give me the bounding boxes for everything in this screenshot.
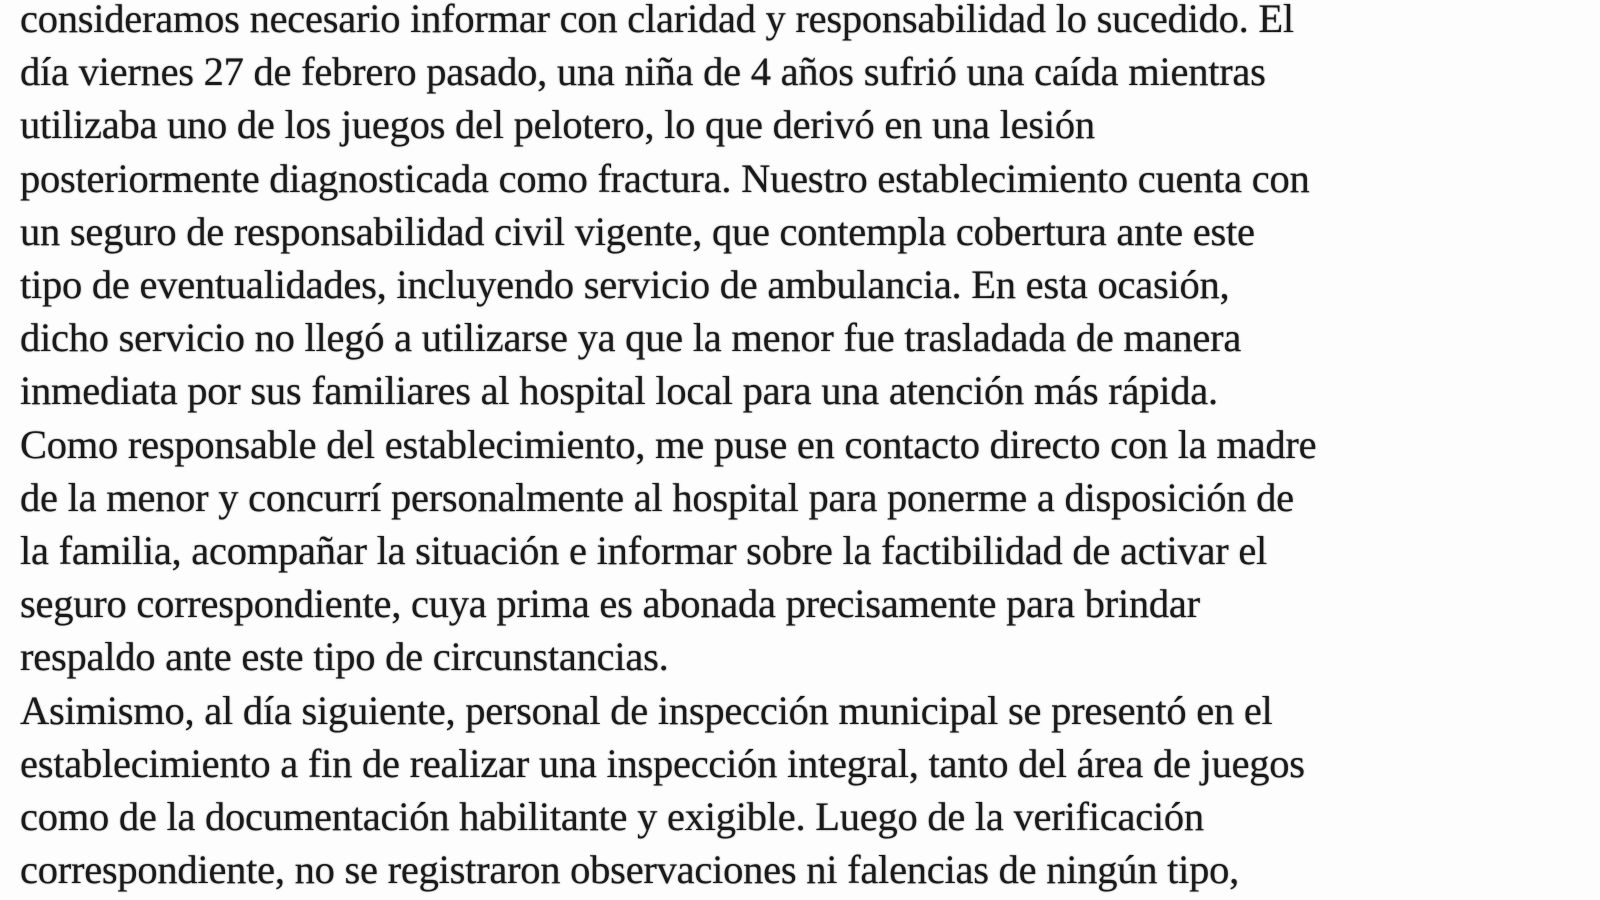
text-line: de la menor y concurrí personalmente al hospital para ponerme a disposición de	[20, 474, 1294, 520]
text-line: posteriormente diagnosticada como fractura. Nuestro establecimiento cuenta con	[20, 155, 1310, 201]
text-line: inmediata por sus familiares al hospital local para una atención más rápida.	[20, 368, 1218, 414]
text-line: día viernes 27 de febrero pasado, una niña de 4 años sufrió una caída mientras	[20, 49, 1266, 95]
text-line: correspondiente, no se registraron observaciones ni falencias de ningún tipo,	[20, 847, 1239, 893]
text-line: respaldo ante este tipo de circunstancias.	[20, 634, 669, 680]
text-line: tipo de eventualidades, incluyendo servicio de ambulancia. En esta ocasión,	[20, 262, 1230, 308]
text-line: la familia, acompañar la situación e informar sobre la factibilidad de activar el	[20, 528, 1268, 574]
document-body-text	[20, 0, 1595, 896]
text-line: seguro correspondiente, cuya prima es abonada precisamente para brindar	[20, 581, 1200, 627]
text-line: Asimismo, al día siguiente, personal de inspección municipal se presentó en el	[20, 687, 1273, 733]
text-line: un seguro de responsabilidad civil vigente, que contempla cobertura ante este	[20, 208, 1255, 254]
text-line: como de la documentación habilitante y exigible. Luego de la verificación	[20, 794, 1204, 840]
text-line: dicho servicio no llegó a utilizarse ya que la menor fue trasladada de manera	[20, 315, 1242, 361]
text-line: consideramos necesario informar con claridad y responsabilidad lo sucedido. El	[20, 0, 1294, 41]
text-line: Como responsable del establecimiento, me puse en contacto directo con la madre	[20, 421, 1317, 467]
text-line: utilizaba uno de los juegos del pelotero, lo que derivó en una lesión	[20, 102, 1095, 148]
text-line: establecimiento a fin de realizar una inspección integral, tanto del área de juegos	[20, 740, 1305, 786]
